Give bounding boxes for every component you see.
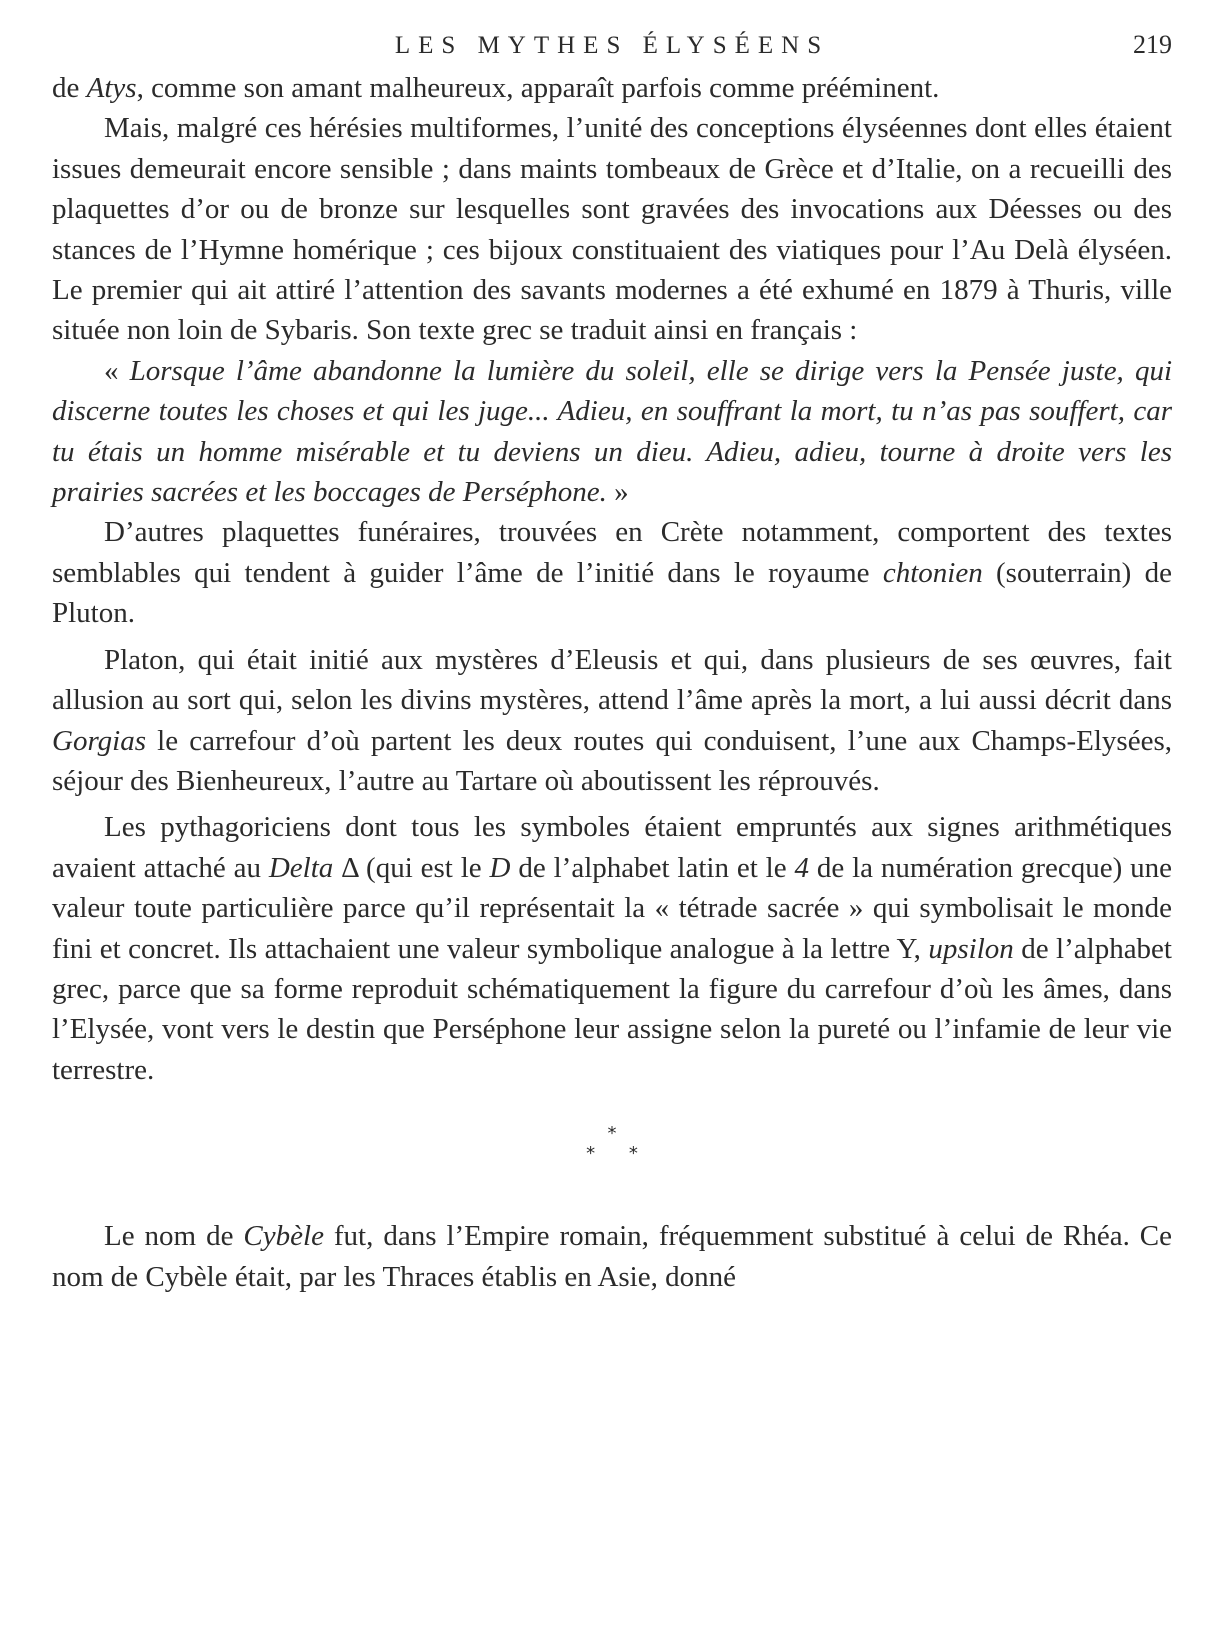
- paragraph-4-text-end: le carrefour d’où partent les deux routes qui conduisent, l’une aux Champs-Elysées, séjour des Bienheureux, l’autre au Tartare où aboutissent les réprouvés.: [52, 724, 1172, 797]
- paragraph-1: [52, 68, 1172, 108]
- paragraph-3-text-end: (souterrain) de Pluton.: [52, 556, 1172, 630]
- separator-star-top: *: [607, 1123, 617, 1145]
- quote-close-mark: »: [606, 476, 629, 509]
- paragraph-6-text: Le nom de: [104, 1220, 244, 1253]
- paragraph-6-text-end: fut, dans l’Empire romain, fréquemment substitué à celui de Rhéa. Ce nom de Cybèle était, par les Thraces établis en Asie, donné: [52, 1220, 1173, 1293]
- paragraph-2: Mais, malgré ces hérésies multiformes, l’unité des conceptions élyséennes dont elles étaient issues demeurait encore sensible ; dans maints tombeaux de Grèce et d’Italie, on a recueilli des plaquettes d’or ou de bronze sur lesquelles sont gravées des invocations aux Déesses ou des stances de l’Hymne homérique ; ces bijoux constituaient des viatiques pour l’Au Delà élyséen. Le premier qui ait attiré l’attention des savants modernes a été exhumé en 1879 à Thuris, ville située non loin de Sybaris. Son texte grec se traduit ainsi en français :: [52, 112, 1172, 347]
- running-head: [52, 28, 1172, 68]
- paragraph-3-text: D’autres plaquettes funéraires, trouvées en Crète notamment, comportent des textes semblables qui tendent à guider l’âme de l’initié dans le royaume: [52, 516, 1172, 589]
- paragraph-5-text-e: de l’alphabet grec, parce que sa forme reproduit schématiquement la figure du carrefour d’où les âmes, dans l’Elysée, vont vers le destin que Perséphone leur assigne selon la pureté ou l’infamie de leur vie terrestre.: [52, 932, 1172, 1086]
- paragraph-4-text: Platon, qui était initié aux mystères d’Eleusis et qui, dans plusieurs de ses œuvres, fait allusion au sort qui, selon les divins mystères, attend l’âme après la mort, a lui aussi décrit dans: [52, 643, 1172, 717]
- quotation: [52, 351, 1172, 513]
- paragraph-1-text-end: , comme son amant malheureux, apparaît parfois comme prééminent.: [136, 72, 940, 104]
- paragraph-5-italic-upsilon: upsilon: [928, 932, 1014, 965]
- quote-text: Lorsque l’âme abandonne la lumière du soleil, elle se dirige vers la Pensée juste, qui discerne toutes les choses et qui les juge... Adieu, en souffrant la mort, tu n’as pas souffert, car tu étais un homme misérable et tu deviens un dieu. Adieu, adieu, tourne à droite vers les prairies sacrées et les boccages de Perséphone.: [52, 354, 1173, 509]
- paragraph-6-italic: Cybèle: [243, 1220, 324, 1253]
- paragraph-5-text-d: de la numération grecque) une valeur toute particulière parce qu’il représentait la « tétrade sacrée » qui symbolisait le monde fini et concret. Ils attachaient une valeur symbolique analogue à la lettre Y,: [52, 851, 1173, 965]
- paragraph-6: [52, 1216, 1172, 1297]
- paragraph-3: [52, 512, 1172, 633]
- paragraph-4: [52, 640, 1172, 802]
- paragraph-5-text-a: Les pythagoriciens dont tous les symboles étaient empruntés aux signes arithmétiques avaient attaché au: [52, 811, 1172, 884]
- paragraph-1-italic: Atys: [86, 72, 137, 104]
- paragraph-5-text-b: Δ (qui est le: [333, 851, 490, 884]
- paragraph-5-italic-delta: Delta: [268, 851, 334, 884]
- paragraph-5-text-c: de l’alphabet latin et le: [510, 851, 795, 884]
- book-page: [52, 28, 1172, 1618]
- section-separator: [52, 1124, 1172, 1194]
- separator-stars-bottom: * *: [586, 1143, 652, 1165]
- quote-open-mark: «: [104, 354, 130, 387]
- paragraph-4-italic: Gorgias: [52, 724, 146, 757]
- paragraph-5-italic-four: 4: [794, 851, 809, 884]
- paragraph-1-text: de: [52, 72, 87, 104]
- paragraph-5-italic-d: D: [489, 851, 511, 884]
- page-number: 219: [1133, 30, 1172, 59]
- paragraph-3-italic: chtonien: [882, 556, 983, 589]
- paragraph-5: [52, 807, 1172, 1090]
- running-title: LES MYTHES ÉLYSÉENS: [394, 32, 830, 59]
